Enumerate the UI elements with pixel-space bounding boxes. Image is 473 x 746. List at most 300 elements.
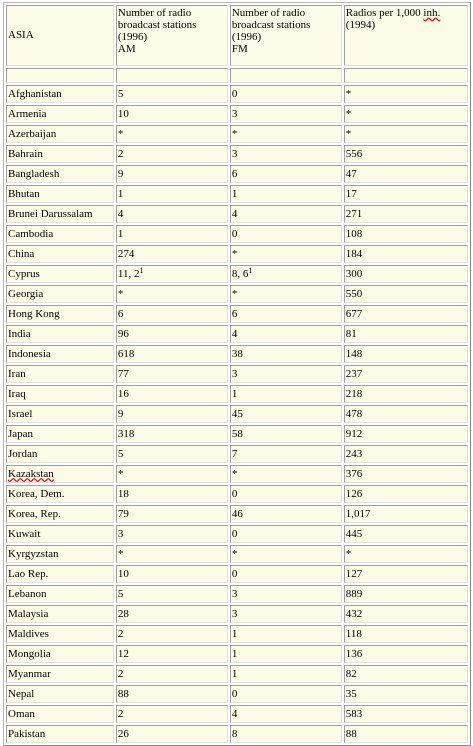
radios-cell bbox=[344, 625, 468, 643]
table-row bbox=[6, 485, 468, 503]
radios-cell-text: 88 bbox=[345, 727, 357, 740]
table-row bbox=[6, 85, 468, 103]
fm-cell-text: * bbox=[231, 547, 238, 560]
radios-cell-text: 583 bbox=[345, 707, 363, 720]
fm-cell bbox=[230, 625, 342, 643]
fm-cell-text: * bbox=[231, 467, 238, 480]
radios-cell bbox=[344, 185, 468, 203]
fm-cell bbox=[230, 225, 342, 243]
radios-cell-text: 243 bbox=[345, 447, 363, 460]
country-cell-text: China bbox=[8, 247, 35, 260]
fm-cell-text: 1 bbox=[231, 627, 238, 640]
radios-cell-text: 148 bbox=[345, 347, 363, 360]
radios-cell bbox=[344, 665, 468, 683]
radios-cell-text: 478 bbox=[345, 407, 363, 420]
country-cell-text: Israel bbox=[8, 407, 33, 420]
am-cell-text: 6 bbox=[117, 307, 124, 320]
fm-cell bbox=[230, 205, 342, 223]
am-cell bbox=[116, 185, 228, 203]
fm-header-line: Number of radio bbox=[231, 7, 306, 19]
radios-cell-text: 556 bbox=[345, 147, 363, 160]
am-cell bbox=[116, 705, 228, 723]
footnote-marker: 1 bbox=[248, 265, 253, 275]
country-cell-text: Jordan bbox=[8, 447, 38, 460]
fm-cell bbox=[230, 265, 342, 283]
country-cell-text: Hong Kong bbox=[8, 307, 60, 320]
radios-cell bbox=[344, 105, 468, 123]
table-row bbox=[6, 405, 468, 423]
country-cell bbox=[6, 205, 114, 223]
country-cell-text: Afghanistan bbox=[8, 87, 62, 100]
fm-cell bbox=[230, 585, 342, 603]
fm-cell bbox=[230, 505, 342, 523]
country-cell-text: Kuwait bbox=[8, 527, 41, 540]
spellcheck-flagged-word: inh. bbox=[423, 7, 441, 19]
am-cell-text: 9 bbox=[117, 167, 124, 180]
country-cell-text: Korea, Dem. bbox=[8, 487, 65, 500]
fm-cell-text: 45 bbox=[231, 407, 243, 420]
am-cell bbox=[116, 565, 228, 583]
table-row bbox=[6, 645, 468, 663]
fm-cell-text: 0 bbox=[231, 567, 238, 580]
country-cell bbox=[6, 165, 114, 183]
country-cell-text: Azerbaijan bbox=[8, 127, 57, 140]
am-cell-text: 9 bbox=[117, 407, 124, 420]
am-cell bbox=[116, 245, 228, 263]
fm-cell-text: 3 bbox=[231, 607, 238, 620]
fm-cell bbox=[230, 405, 342, 423]
table-row bbox=[6, 345, 468, 363]
am-header-line: Number of radio bbox=[117, 7, 192, 19]
radios-cell bbox=[344, 585, 468, 603]
fm-cell bbox=[230, 605, 342, 623]
radios-cell-text: 118 bbox=[345, 627, 362, 640]
table-row bbox=[6, 505, 468, 523]
radios-cell-text: * bbox=[345, 127, 352, 140]
radios-cell-text: 912 bbox=[345, 427, 363, 440]
radios-cell bbox=[344, 165, 468, 183]
am-cell-text: 10 bbox=[117, 107, 129, 120]
table-row bbox=[6, 325, 468, 343]
am-cell-text: * bbox=[117, 547, 124, 560]
am-cell bbox=[116, 225, 228, 243]
fm-cell bbox=[230, 125, 342, 143]
country-cell bbox=[6, 285, 114, 303]
am-cell bbox=[116, 385, 228, 403]
fm-cell bbox=[230, 385, 342, 403]
am-header-line: (1996) bbox=[117, 31, 148, 43]
am-cell bbox=[116, 645, 228, 663]
am-cell bbox=[116, 525, 228, 543]
am-cell-text: 1 bbox=[117, 227, 124, 240]
am-cell bbox=[116, 205, 228, 223]
empty-cell bbox=[6, 68, 114, 83]
country-cell bbox=[6, 705, 114, 723]
country-cell-text: Brunei Darussalam bbox=[8, 207, 93, 220]
am-cell bbox=[116, 605, 228, 623]
fm-cell-text: 0 bbox=[231, 487, 238, 500]
am-cell bbox=[116, 85, 228, 103]
country-cell-text: Lao Rep. bbox=[8, 567, 49, 580]
fm-cell bbox=[230, 105, 342, 123]
country-cell bbox=[6, 625, 114, 643]
radios-cell bbox=[344, 405, 468, 423]
table-row bbox=[6, 465, 468, 483]
am-cell-text: 2 bbox=[117, 147, 124, 160]
am-cell-text: 96 bbox=[117, 327, 129, 340]
fm-cell-text: 3 bbox=[231, 367, 238, 380]
country-cell bbox=[6, 545, 114, 563]
am-cell bbox=[116, 105, 228, 123]
am-cell bbox=[116, 505, 228, 523]
country-cell bbox=[6, 125, 114, 143]
fm-cell-text: 8 bbox=[231, 727, 238, 740]
radios-cell-text: 445 bbox=[345, 527, 363, 540]
radios-header-cell bbox=[344, 5, 468, 66]
fm-cell-text: 7 bbox=[231, 447, 238, 460]
radios-cell-text: 889 bbox=[345, 587, 363, 600]
country-cell bbox=[6, 525, 114, 543]
radios-header-year: (1994) bbox=[345, 19, 376, 31]
country-cell bbox=[6, 305, 114, 323]
fm-cell-text: 3 bbox=[231, 587, 238, 600]
country-cell-text: Nepal bbox=[8, 687, 35, 700]
country-cell-text: Georgia bbox=[8, 287, 44, 300]
radios-cell-text: 237 bbox=[345, 367, 363, 380]
radios-cell bbox=[344, 465, 468, 483]
am-cell-text: 28 bbox=[117, 607, 129, 620]
fm-cell-text: 0 bbox=[231, 227, 238, 240]
radios-cell-text: 136 bbox=[345, 647, 363, 660]
radios-cell bbox=[344, 365, 468, 383]
radios-cell-text: 677 bbox=[345, 307, 363, 320]
country-cell bbox=[6, 345, 114, 363]
am-cell-text: 274 bbox=[117, 247, 135, 260]
fm-cell-text: * bbox=[231, 247, 238, 260]
am-cell-text: 79 bbox=[117, 507, 129, 520]
country-cell-text: Lebanon bbox=[8, 587, 47, 600]
am-cell-text: 5 bbox=[117, 587, 124, 600]
fm-cell bbox=[230, 345, 342, 363]
country-cell bbox=[6, 385, 114, 403]
radios-cell-text: 184 bbox=[345, 247, 363, 260]
am-cell-text: 26 bbox=[117, 727, 129, 740]
am-cell-text: 2 bbox=[117, 627, 124, 640]
radios-cell-text: 376 bbox=[345, 467, 363, 480]
radios-cell-text: 47 bbox=[345, 167, 357, 180]
fm-cell bbox=[230, 425, 342, 443]
radios-cell bbox=[344, 685, 468, 703]
radios-cell bbox=[344, 345, 468, 363]
radios-cell bbox=[344, 425, 468, 443]
am-cell bbox=[116, 685, 228, 703]
radios-cell-text: * bbox=[345, 87, 352, 100]
am-cell bbox=[116, 485, 228, 503]
table-row bbox=[6, 705, 468, 723]
fm-cell-text: 4 bbox=[231, 327, 238, 340]
am-cell-text: * bbox=[117, 467, 124, 480]
table-row bbox=[6, 365, 468, 383]
fm-cell-text: 0 bbox=[231, 527, 238, 540]
country-cell bbox=[6, 665, 114, 683]
fm-cell-text: 1 bbox=[231, 387, 238, 400]
am-cell-text: 1 bbox=[117, 187, 124, 200]
radios-cell-text: 271 bbox=[345, 207, 363, 220]
radios-cell bbox=[344, 725, 468, 743]
country-cell-text: Cyprus bbox=[8, 267, 40, 280]
am-header-line: broadcast stations bbox=[117, 19, 197, 31]
radios-cell-text: 432 bbox=[345, 607, 363, 620]
radios-cell bbox=[344, 265, 468, 283]
country-cell bbox=[6, 225, 114, 243]
country-cell-text: Japan bbox=[8, 427, 34, 440]
am-cell-text: 318 bbox=[117, 427, 135, 440]
radios-cell bbox=[344, 125, 468, 143]
radios-cell-text: * bbox=[345, 107, 352, 120]
country-cell bbox=[6, 645, 114, 663]
fm-cell-text: 1 bbox=[231, 647, 238, 660]
radios-cell-text: 35 bbox=[345, 687, 357, 700]
country-cell-text: Kazakstan bbox=[8, 467, 54, 480]
table-row bbox=[6, 245, 468, 263]
country-cell bbox=[6, 585, 114, 603]
table-row bbox=[6, 565, 468, 583]
fm-header-line: (1996) bbox=[231, 31, 262, 43]
table-spacer-row bbox=[6, 68, 468, 83]
table-row bbox=[6, 685, 468, 703]
am-cell-text: 88 bbox=[117, 687, 129, 700]
fm-cell-text: * bbox=[231, 127, 238, 140]
country-cell-text: Bahrain bbox=[8, 147, 43, 160]
country-cell bbox=[6, 605, 114, 623]
fm-cell-text: 4 bbox=[231, 707, 238, 720]
empty-cell bbox=[344, 68, 468, 83]
radios-cell-text: 300 bbox=[345, 267, 363, 280]
am-cell-text: 77 bbox=[117, 367, 129, 380]
am-cell bbox=[116, 325, 228, 343]
am-cell-text: 3 bbox=[117, 527, 124, 540]
country-cell bbox=[6, 685, 114, 703]
country-cell bbox=[6, 325, 114, 343]
am-cell bbox=[116, 145, 228, 163]
fm-cell bbox=[230, 185, 342, 203]
am-cell bbox=[116, 425, 228, 443]
am-cell-text: 5 bbox=[117, 87, 124, 100]
radios-cell-text: 1,017 bbox=[345, 507, 371, 520]
am-cell-text: 11, 2 bbox=[117, 267, 140, 280]
table-row bbox=[6, 125, 468, 143]
table-row bbox=[6, 165, 468, 183]
country-cell-text: Oman bbox=[8, 707, 35, 720]
country-cell-text: Kyrgyzstan bbox=[8, 547, 59, 560]
radios-cell bbox=[344, 645, 468, 663]
table-row bbox=[6, 265, 468, 283]
radios-cell-text: 127 bbox=[345, 567, 363, 580]
table-row bbox=[6, 145, 468, 163]
fm-cell bbox=[230, 525, 342, 543]
fm-header-line: FM bbox=[231, 43, 248, 55]
country-cell bbox=[6, 265, 114, 283]
radios-header-line bbox=[346, 7, 466, 19]
table-row bbox=[6, 305, 468, 323]
am-cell-text: 16 bbox=[117, 387, 129, 400]
radios-cell-text: 126 bbox=[345, 487, 363, 500]
radios-cell bbox=[344, 205, 468, 223]
radios-cell bbox=[344, 225, 468, 243]
fm-cell bbox=[230, 485, 342, 503]
country-cell-text: Armenia bbox=[8, 107, 47, 120]
fm-cell-text: 4 bbox=[231, 207, 238, 220]
country-cell bbox=[6, 425, 114, 443]
table-row bbox=[6, 525, 468, 543]
fm-cell bbox=[230, 665, 342, 683]
am-cell bbox=[116, 545, 228, 563]
country-cell bbox=[6, 505, 114, 523]
am-cell bbox=[116, 445, 228, 463]
table-row bbox=[6, 105, 468, 123]
radios-cell bbox=[344, 605, 468, 623]
radios-cell-text: 108 bbox=[345, 227, 363, 240]
country-cell-text: Indonesia bbox=[8, 347, 51, 360]
fm-cell-text: 58 bbox=[231, 427, 243, 440]
am-cell bbox=[116, 585, 228, 603]
fm-cell-text: 1 bbox=[231, 187, 238, 200]
radios-cell bbox=[344, 485, 468, 503]
fm-cell bbox=[230, 565, 342, 583]
radios-cell-text: 218 bbox=[345, 387, 363, 400]
country-cell-text: Malaysia bbox=[8, 607, 49, 620]
am-cell-text: 5 bbox=[117, 447, 124, 460]
country-cell bbox=[6, 365, 114, 383]
am-cell bbox=[116, 305, 228, 323]
am-cell-text: 618 bbox=[117, 347, 135, 360]
am-cell bbox=[116, 405, 228, 423]
radios-header-text: Radios per 1,000 bbox=[345, 7, 424, 19]
fm-cell bbox=[230, 445, 342, 463]
radios-cell bbox=[344, 385, 468, 403]
am-cell bbox=[116, 265, 228, 283]
radios-cell-text: 81 bbox=[345, 327, 357, 340]
fm-cell bbox=[230, 305, 342, 323]
fm-cell bbox=[230, 165, 342, 183]
am-cell bbox=[116, 345, 228, 363]
table-row bbox=[6, 205, 468, 223]
country-cell-text: Cambodia bbox=[8, 227, 54, 240]
fm-cell bbox=[230, 705, 342, 723]
table-row bbox=[6, 585, 468, 603]
am-cell-text: 12 bbox=[117, 647, 129, 660]
radios-cell bbox=[344, 305, 468, 323]
radios-cell bbox=[344, 285, 468, 303]
country-cell bbox=[6, 245, 114, 263]
fm-cell bbox=[230, 725, 342, 743]
radios-cell bbox=[344, 565, 468, 583]
fm-cell-text: 0 bbox=[231, 87, 238, 100]
table-row bbox=[6, 385, 468, 403]
fm-cell bbox=[230, 245, 342, 263]
empty-cell bbox=[116, 68, 228, 83]
fm-header-line: broadcast stations bbox=[231, 19, 311, 31]
table-header-row bbox=[6, 5, 468, 66]
country-cell-text: Iraq bbox=[8, 387, 26, 400]
fm-cell bbox=[230, 85, 342, 103]
radios-cell bbox=[344, 85, 468, 103]
fm-cell-text: 3 bbox=[231, 147, 238, 160]
am-cell bbox=[116, 165, 228, 183]
table-row bbox=[6, 725, 468, 743]
radios-cell-text: * bbox=[345, 547, 352, 560]
fm-cell bbox=[230, 645, 342, 663]
am-cell-text: 18 bbox=[117, 487, 129, 500]
am-cell-text: 2 bbox=[117, 707, 124, 720]
fm-cell bbox=[230, 365, 342, 383]
radios-cell bbox=[344, 505, 468, 523]
fm-cell bbox=[230, 685, 342, 703]
country-cell-text: Maldives bbox=[8, 627, 49, 640]
am-cell bbox=[116, 725, 228, 743]
am-cell-text: * bbox=[117, 127, 124, 140]
am-cell bbox=[116, 625, 228, 643]
fm-cell-text: 0 bbox=[231, 687, 238, 700]
am-cell bbox=[116, 465, 228, 483]
fm-cell bbox=[230, 285, 342, 303]
country-cell bbox=[6, 405, 114, 423]
am-cell-text: 2 bbox=[117, 667, 124, 680]
country-cell-text: Myanmar bbox=[8, 667, 51, 680]
table-row bbox=[6, 545, 468, 563]
am-cell-text: 4 bbox=[117, 207, 124, 220]
am-cell bbox=[116, 365, 228, 383]
am-cell bbox=[116, 125, 228, 143]
table-row bbox=[6, 285, 468, 303]
fm-cell bbox=[230, 325, 342, 343]
footnote-marker: 1 bbox=[139, 265, 144, 275]
fm-cell-text: 8, 6 bbox=[231, 267, 249, 280]
radios-cell bbox=[344, 245, 468, 263]
fm-cell-text: 1 bbox=[231, 667, 238, 680]
country-cell-text: Pakistan bbox=[8, 727, 46, 740]
country-cell-text: India bbox=[8, 327, 31, 340]
country-cell bbox=[6, 105, 114, 123]
table-row bbox=[6, 225, 468, 243]
table-row bbox=[6, 185, 468, 203]
table-row bbox=[6, 625, 468, 643]
country-cell-text: Korea, Rep. bbox=[8, 507, 61, 520]
radios-cell bbox=[344, 445, 468, 463]
region-label: ASIA bbox=[8, 29, 34, 41]
am-cell-text: 10 bbox=[117, 567, 129, 580]
country-cell-text: Bangladesh bbox=[8, 167, 60, 180]
am-cell-text: * bbox=[117, 287, 124, 300]
fm-cell bbox=[230, 545, 342, 563]
radios-cell bbox=[344, 545, 468, 563]
fm-cell-text: 46 bbox=[231, 507, 243, 520]
fm-cell-text: 6 bbox=[231, 307, 238, 320]
radios-cell-text: 550 bbox=[345, 287, 363, 300]
table-row bbox=[6, 605, 468, 623]
am-header-cell bbox=[116, 5, 228, 66]
country-cell bbox=[6, 445, 114, 463]
radios-cell-text: 82 bbox=[345, 667, 357, 680]
fm-cell-text: 3 bbox=[231, 107, 238, 120]
fm-cell bbox=[230, 465, 342, 483]
country-cell bbox=[6, 485, 114, 503]
am-header-line: AM bbox=[117, 43, 136, 55]
country-cell bbox=[6, 725, 114, 743]
fm-cell bbox=[230, 145, 342, 163]
radios-cell bbox=[344, 705, 468, 723]
radios-cell bbox=[344, 525, 468, 543]
